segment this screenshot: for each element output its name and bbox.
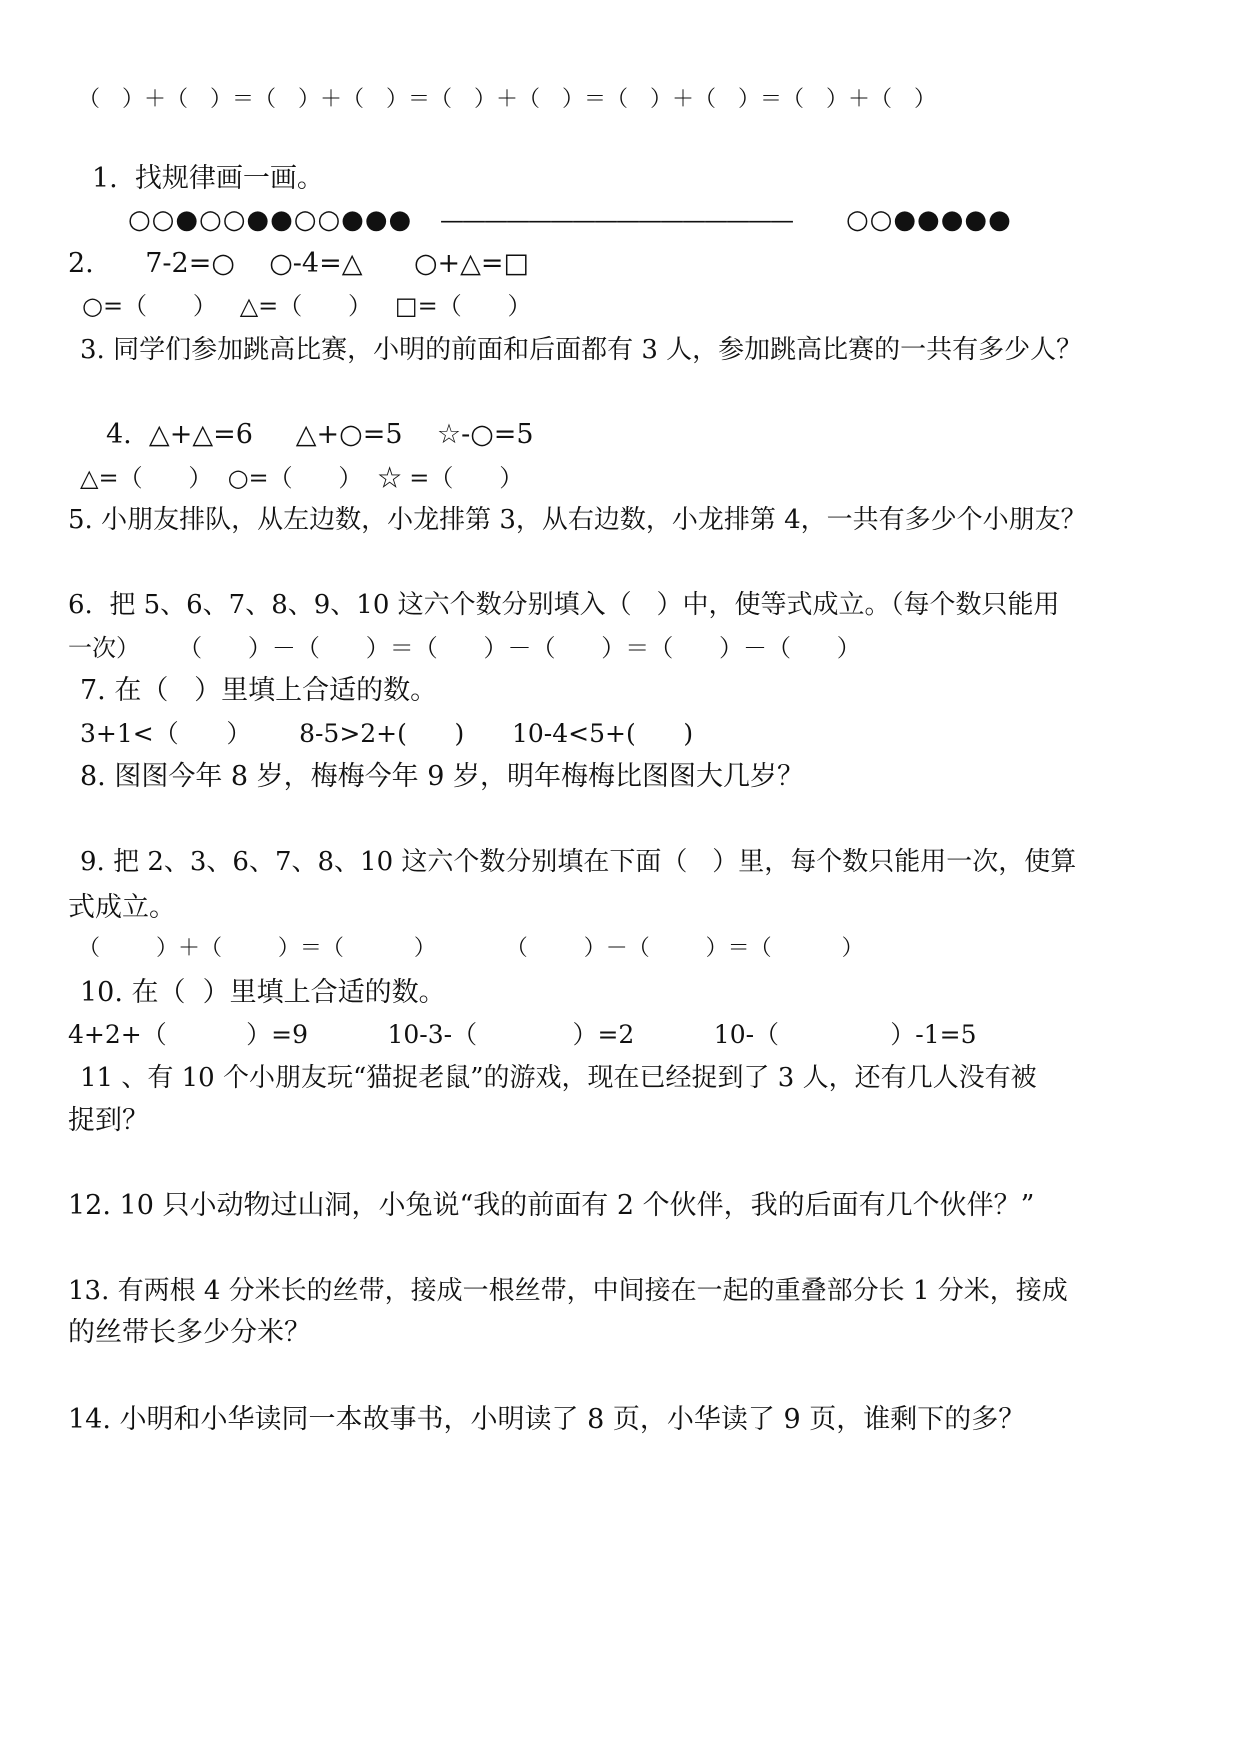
q6-line1: 6. 把 5、6、7、8、9、10 这六个数分别填入（ ）中，使等式成立。（每个数只能用	[68, 590, 1060, 620]
q3-question: 3. 同学们参加跳高比赛，小明的前面和后面都有 3 人，参加跳高比赛的一共有多少人？	[80, 335, 1083, 365]
q2-equations: 2. 7-2=○ ○-4=△ ○+△=□	[68, 248, 530, 279]
q14-question: 14. 小明和小华读同一本故事书，小明读了 8 页，小华读了 9 页，谁剩下的多？	[68, 1404, 1026, 1435]
top-blank-equation: （ ）＋（ ）＝（ ）＋（ ）＝（ ）＋（ ）＝（ ）＋（ ）＝（ ）＋（ ）	[78, 87, 937, 112]
q8-question: 8. 图图今年 8 岁，梅梅今年 9 岁，明年梅梅比图图大几岁？	[80, 761, 805, 792]
q9-line1: 9. 把 2、3、6、7、8、10 这六个数分别填在下面（ ）里，每个数只能用一次，使算	[80, 847, 1077, 877]
q1-pattern: ○○●○○●●○○●●●	[128, 205, 413, 235]
q2-answers: ○=（ ） △=（ ） □=（ ）	[82, 292, 532, 320]
q6-line2: 一次） （ ）－（ ）＝（ ）－（ ）＝（ ）－（ ）	[68, 634, 861, 662]
q5-question: 5. 小朋友排队，从左边数，小龙排第 3，从右边数，小龙排第 4，一共有多少个小朋友？	[68, 505, 1087, 535]
q7-items: 3+1<（ ） 8-5>2+( ) 10-4<5+( )	[80, 719, 694, 748]
q1-pattern-tail: ○○●●●●●	[846, 205, 1012, 235]
q4-equations: 4. △+△=6 △+○=5 ☆-○=5	[106, 419, 534, 450]
q1-dash-line: ————————————————	[440, 206, 792, 234]
q12-question: 12. 10 只小动物过山洞，小兔说“我的前面有 2 个伙伴，我的后面有几个伙伴？”	[68, 1190, 1035, 1221]
q9-line2: 式成立。	[68, 892, 176, 923]
q13-line2: 的丝带长多少分米？	[68, 1317, 311, 1348]
q13-line1: 13. 有两根 4 分米长的丝带，接成一根丝带，中间接在一起的重叠部分长 1 分米，接成	[68, 1276, 1068, 1306]
q10-title: 10. 在（ ）里填上合适的数。	[80, 977, 446, 1008]
q9-blanks: （ ）＋（ ）＝（ ） （ ）－（ ）＝（ ）	[78, 936, 864, 961]
q11-line2: 捉到？	[68, 1105, 149, 1136]
q4-answers: △=（ ） ○=（ ） ☆ =（ ）	[80, 464, 524, 492]
q11-line1: 11 、有 10 个小朋友玩“猫捉老鼠”的游戏，现在已经捉到了 3 人，还有几人没有被	[80, 1063, 1037, 1093]
q7-title: 7. 在（ ）里填上合适的数。	[80, 675, 438, 706]
q10-items: 4+2+（ ）=9 10-3-（ ）=2 10-（ ）-1=5	[68, 1020, 977, 1049]
q1-title: 1. 找规律画一画。	[92, 163, 324, 194]
